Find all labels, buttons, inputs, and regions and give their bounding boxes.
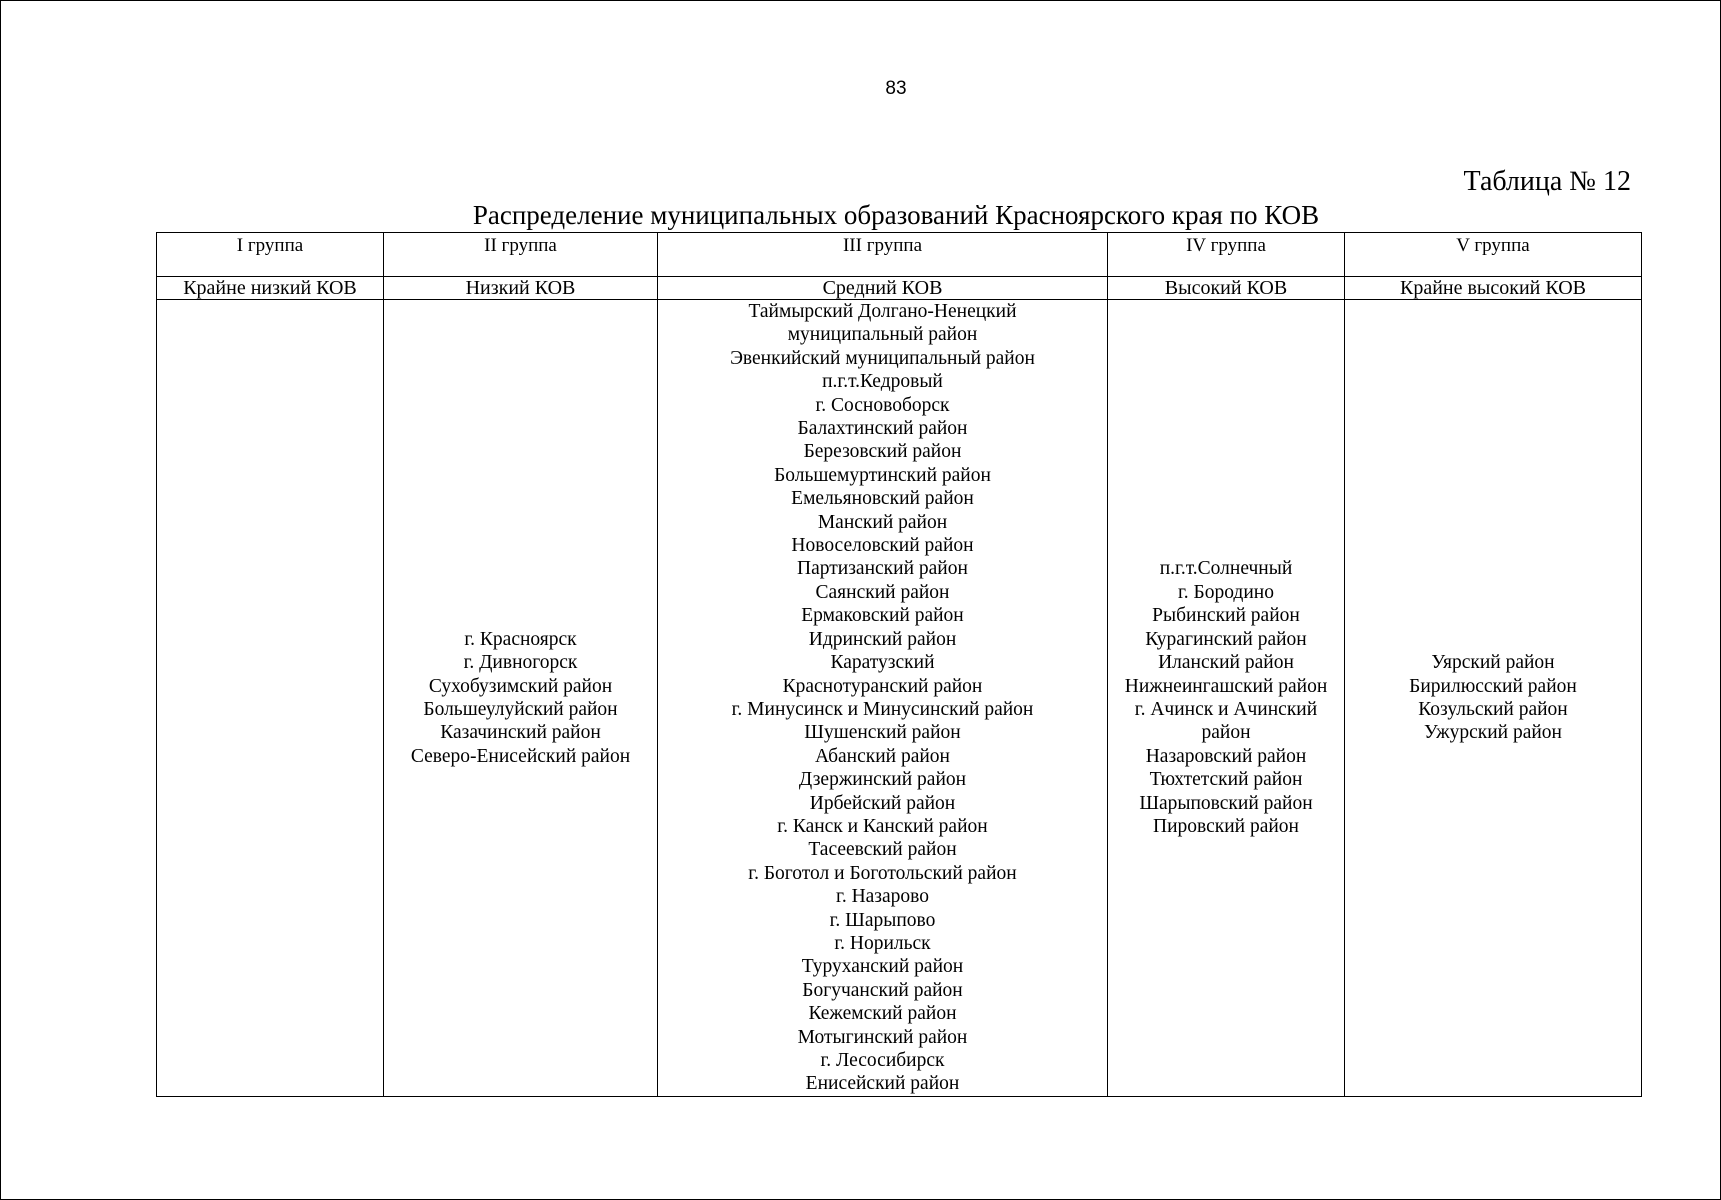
municipality-entry: Козульский район [1418,698,1568,720]
kov-level-1: Крайне низкий КОВ [157,277,384,300]
municipality-entry: Емельяновский район [791,488,974,510]
kov-level-2: Низкий КОВ [384,277,658,300]
municipality-entry: г. Боготол и Боготольский район [748,862,1017,884]
municipality-entry: Тасеевский район [808,839,957,861]
municipality-entry: Енисейский район [805,1073,960,1095]
municipality-entry: Иланский район [1158,652,1294,674]
municipality-entry: г. Норильск [834,932,931,954]
municipality-entry: п.г.т.Солнечный [1159,558,1293,580]
group-1-municipalities [157,300,384,1097]
municipality-entry: Саянский район [815,581,950,603]
group-2-municipalities [384,300,658,1097]
municipality-entry: г. Назарово [836,886,929,908]
municipality-entry: п.г.т.Кедровый [822,371,943,393]
municipality-entry: Эвенкийский муниципальный район [730,347,1035,369]
municipality-entry: Каратузский [830,652,935,674]
municipality-entry: Бирилюсский район [1409,675,1577,697]
municipality-entry: Кежемский район [808,1003,957,1025]
municipality-entry: Богучанский район [802,979,963,1001]
municipality-entry: г. Красноярск [464,628,577,650]
municipality-entry: г. Ачинск и Ачинский [1134,698,1318,720]
municipality-entry: район [1201,722,1251,744]
municipality-entry: Назаровский район [1145,745,1307,767]
municipality-entry: муниципальный район [787,324,978,346]
municipality-entry: Шарыповский район [1139,792,1313,814]
municipality-entry: Идринский район [808,628,957,650]
municipality-entry: Ужурский район [1424,722,1562,744]
group-header-4: IV группа [1108,233,1345,277]
municipality-entry: Березовский район [803,441,962,463]
group-3-municipalities [658,300,1108,1097]
municipality-entry: Балахтинский район [797,418,968,440]
municipality-entry: Казачинский район [440,722,601,744]
municipality-entry: Шушенский район [804,722,961,744]
municipality-entry: Тюхтетский район [1149,769,1303,791]
group-header-1: I группа [157,233,384,277]
municipality-entry: Мотыгинский район [797,1026,968,1048]
municipality-entry: Краснотуранский район [782,675,983,697]
kov-level-3: Средний КОВ [658,277,1108,300]
municipality-entry: Большемуртинский район [774,464,991,486]
municipality-entry: Сухобузимский район [428,675,613,697]
municipalities-row [157,300,1642,1097]
municipality-entry: г. Шарыпово [829,909,936,931]
table-label: Таблица № 12 [1463,166,1631,197]
municipality-entry: Таймырский Долгано-Ненецкий [748,301,1017,322]
municipality-entry: Нижнеингашский район [1124,675,1328,697]
municipality-entry: Уярский район [1431,652,1555,674]
municipality-entry: Северо-Енисейский район [410,745,631,767]
municipality-entry: Туруханский район [801,956,964,978]
group-header-row [157,233,1642,277]
municipality-entry: Рыбинский район [1152,605,1300,627]
page-number: 83 [885,78,907,99]
group-header-2: II группа [384,233,658,277]
municipality-entry: Пировский район [1152,815,1299,837]
municipality-entry: г. Канск и Канский район [777,815,988,837]
group-header-5: V группа [1345,233,1642,277]
group-5-municipalities [1345,300,1642,1097]
municipality-entry: Новоселовский район [791,535,974,557]
municipality-entry: г. Дивногорск [463,652,578,674]
municipality-entry: г. Лесосибирск [820,1050,945,1071]
municipality-entry: г. Минусинск и Минусинский район [731,698,1034,720]
municipality-entry: Абанский район [814,745,950,767]
kov-level-row [157,277,1642,300]
municipality-entry: Дзержинский район [798,769,967,791]
municipality-entry: г. Сосновоборск [815,394,950,416]
municipality-entry: Манский район [817,511,948,533]
group-4-municipalities [1108,300,1345,1097]
kov-level-5: Крайне высокий КОВ [1345,277,1642,300]
table-title: Распределение муниципальных образований Красноярского края по КОВ [472,200,1320,230]
municipality-entry: Курагинский район [1145,628,1307,650]
municipality-entry: Партизанский район [797,558,968,580]
municipality-entry: Ирбейский район [809,792,956,814]
municipality-entry: Большеулуйский район [423,698,618,720]
kov-level-4: Высокий КОВ [1108,277,1345,300]
group-header-3: III группа [658,233,1108,277]
municipality-entry: г. Бородино [1178,581,1274,603]
municipality-entry: Ермаковский район [801,605,964,627]
kov-distribution-table [156,232,1642,1097]
